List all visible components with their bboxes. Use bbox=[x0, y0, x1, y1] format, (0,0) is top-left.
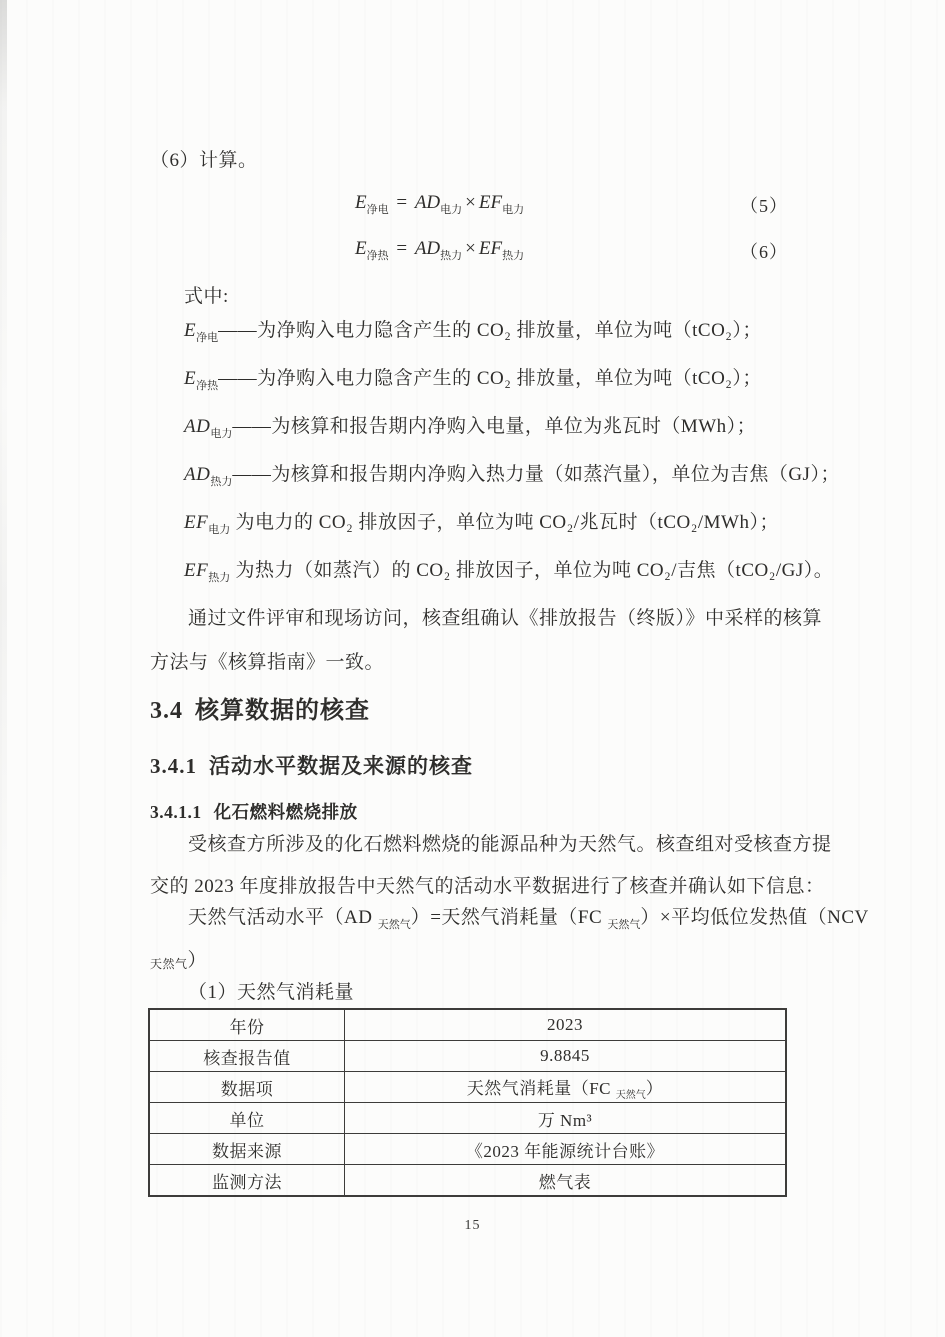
definition-var: EF bbox=[184, 512, 209, 533]
paragraph-confirm-line1 bbox=[150, 606, 831, 632]
table-row bbox=[149, 1041, 786, 1072]
section-title: 化石燃料燃烧排放 bbox=[213, 802, 358, 822]
formula-var: AD bbox=[414, 238, 441, 259]
formula-text: ）×平均低位发热值（NCV bbox=[640, 907, 869, 928]
table-row-value: 2023 bbox=[345, 1009, 787, 1041]
table-row bbox=[149, 1103, 786, 1134]
formula-text: ） bbox=[187, 950, 208, 971]
equals-sign: = bbox=[396, 192, 408, 213]
section-number: 3.4.1.1 bbox=[150, 802, 202, 822]
paragraph-text: 方法与《核算指南》一致。 bbox=[150, 652, 385, 673]
list-item-gas-consumption bbox=[150, 980, 831, 1006]
page-number-text: 15 bbox=[464, 1218, 481, 1233]
formula-sub: 天然气 bbox=[377, 919, 411, 931]
formula-net-heat bbox=[0, 238, 945, 266]
table-row-label: 核查报告值 bbox=[149, 1041, 345, 1072]
value-main: 天然气消耗量（FC bbox=[466, 1078, 616, 1098]
definition-var-sub: 净电 bbox=[196, 332, 219, 344]
definition-var-sub: 热力 bbox=[208, 572, 231, 584]
formula-var: EF bbox=[478, 238, 503, 259]
table-row-label: 单位 bbox=[149, 1103, 345, 1134]
paragraph-text: 受核查方所涉及的化石燃料燃烧的能源品种为天然气。核查组对受核查方提 bbox=[188, 834, 832, 855]
paragraph-text: 交的 2023 年度排放报告中天然气的活动水平数据进行了核查并确认如下信息： bbox=[150, 876, 825, 897]
definition-var: EF bbox=[184, 560, 209, 581]
definition-var-sub: 热力 bbox=[210, 476, 233, 488]
formula-var-sub: 电力 bbox=[502, 204, 525, 216]
times-sign: × bbox=[465, 192, 476, 213]
where-text: 式中: bbox=[184, 286, 229, 307]
times-sign: × bbox=[465, 238, 476, 259]
table-row-label: 数据项 bbox=[149, 1072, 345, 1103]
calc-step-label bbox=[150, 148, 793, 174]
section-title: 活动水平数据及来源的核查 bbox=[209, 754, 473, 778]
definition-var-sub: 电力 bbox=[210, 428, 233, 440]
formula-var: EF bbox=[478, 192, 503, 213]
section-title: 核算数据的核查 bbox=[195, 698, 370, 724]
paragraph-text: 通过文件评审和现场访问，核查组确认《排放报告（终版）》中采样的核算 bbox=[188, 608, 823, 629]
formula-sub: 天然气 bbox=[150, 957, 188, 971]
ng-activity-formula-line1 bbox=[150, 905, 869, 938]
equation-number: （5） bbox=[740, 196, 788, 216]
section-heading-3-4-1 bbox=[150, 750, 473, 780]
table-row bbox=[149, 1165, 786, 1197]
where-label bbox=[150, 284, 827, 310]
equals-sign: = bbox=[396, 238, 408, 259]
list-item-text: （1）天然气消耗量 bbox=[188, 982, 355, 1003]
paragraph-confirm-line2 bbox=[150, 650, 793, 676]
formula-var-sub: 电力 bbox=[440, 204, 463, 216]
ng-activity-formula-line2 bbox=[150, 948, 793, 977]
definition-var: AD bbox=[184, 416, 211, 437]
calc-step-text: （6）计算。 bbox=[150, 150, 258, 171]
definition-line bbox=[150, 510, 827, 543]
section-number: 3.4.1 bbox=[150, 754, 197, 778]
definition-var: AD bbox=[184, 464, 211, 485]
definition-line bbox=[150, 366, 827, 399]
gas-consumption-table bbox=[148, 1008, 787, 1197]
definition-text: ——为核算和报告期内净购入热力量（如蒸汽量），单位为吉焦（GJ）； bbox=[232, 464, 840, 485]
table-row-label: 年份 bbox=[149, 1009, 345, 1041]
definition-line bbox=[150, 558, 834, 591]
definition-var-sub: 电力 bbox=[208, 524, 231, 536]
table-row bbox=[149, 1134, 786, 1165]
paragraph-fossil-line1 bbox=[150, 832, 831, 858]
table-row-label: 数据来源 bbox=[149, 1134, 345, 1165]
table-row bbox=[149, 1009, 786, 1041]
formula-var: E bbox=[355, 238, 367, 259]
definition-text: 为热力（如蒸汽）的 CO₂ 排放因子，单位为吨 CO₂/吉焦（tCO₂/GJ）。 bbox=[230, 560, 834, 581]
definition-line bbox=[150, 414, 827, 447]
value-sub: 天然气 bbox=[615, 1089, 646, 1101]
table-row-value: 燃气表 bbox=[345, 1165, 787, 1197]
section-heading-3-4 bbox=[150, 690, 370, 725]
definition-line bbox=[150, 462, 840, 495]
table-row-value bbox=[345, 1072, 787, 1103]
table-row-value: 9.8845 bbox=[345, 1041, 787, 1072]
formula-text: ）=天然气消耗量（FC bbox=[410, 907, 608, 928]
formula-var: AD bbox=[414, 192, 441, 213]
table-row-label: 监测方法 bbox=[149, 1165, 345, 1197]
definition-text: ——为核算和报告期内净购入电量，单位为兆瓦时（MWh）； bbox=[232, 416, 757, 437]
formula-var-sub: 净热 bbox=[366, 250, 389, 262]
definition-line bbox=[150, 318, 827, 351]
formula-var-sub: 净电 bbox=[366, 204, 389, 216]
definition-text: ——为净购入电力隐含产生的 CO₂ 排放量，单位为吨（tCO₂）； bbox=[218, 368, 762, 389]
formula-var: E bbox=[355, 192, 367, 213]
page-number bbox=[0, 1218, 945, 1234]
formula-body bbox=[355, 238, 524, 263]
formula-text: 天然气活动水平（AD bbox=[188, 907, 378, 928]
definition-var: E bbox=[184, 368, 197, 389]
table-row bbox=[149, 1072, 786, 1103]
formula-net-electricity bbox=[0, 192, 945, 220]
section-heading-3-4-1-1 bbox=[150, 799, 358, 824]
definition-var: E bbox=[184, 320, 197, 341]
definition-text: ——为净购入电力隐含产生的 CO₂ 排放量，单位为吨（tCO₂）； bbox=[218, 320, 762, 341]
paragraph-fossil-line2 bbox=[150, 874, 825, 900]
section-number: 3.4 bbox=[150, 698, 183, 724]
formula-sub: 天然气 bbox=[607, 919, 641, 931]
table-row-value: 万 Nm³ bbox=[345, 1103, 787, 1134]
table-row-value: 《2023 年能源统计台账》 bbox=[345, 1134, 787, 1165]
definition-var-sub: 净热 bbox=[196, 380, 219, 392]
equation-number: （6） bbox=[740, 242, 788, 262]
formula-var-sub: 热力 bbox=[440, 250, 463, 262]
formula-body bbox=[355, 192, 524, 217]
value-tail: ） bbox=[645, 1078, 664, 1098]
definition-text: 为电力的 CO₂ 排放因子，单位为吨 CO₂/兆瓦时（tCO₂/MWh）； bbox=[230, 512, 779, 533]
formula-var-sub: 热力 bbox=[502, 250, 525, 262]
